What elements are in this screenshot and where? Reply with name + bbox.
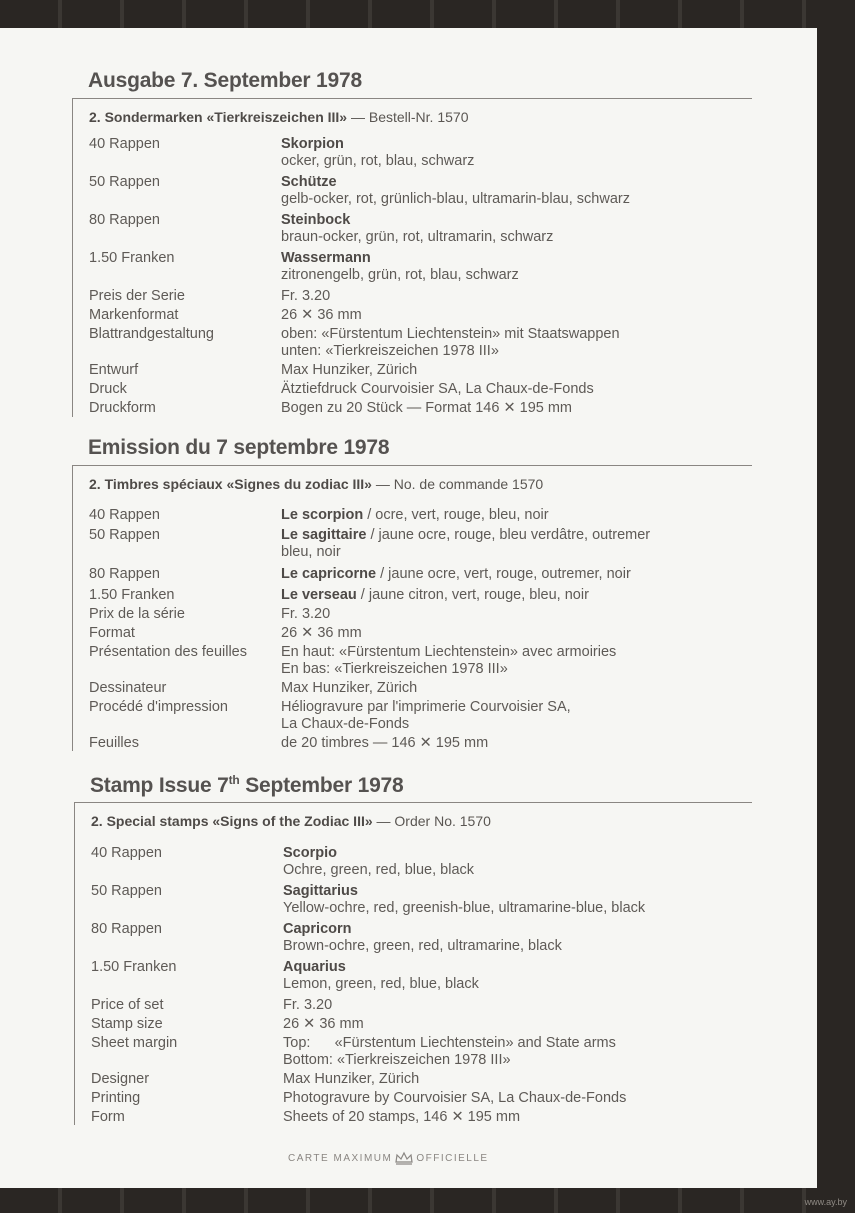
- section-subhead: 2. Special stamps «Signs of the Zodiac III» — Order No. 1570: [91, 813, 491, 829]
- section-block-french: 2. Timbres spéciaux «Signes du zodiac III» — No. de commande 1570 40 Rappen Le scorpion / ocre, vert, rouge, bleu, noir 50 Rappen Le sagittaire / jaune ocre, rouge, bleu verdâtre, outremer bleu, noir 80 Rappen Le capricorne / jaune ocre, vert, rouge, outremer, noir 1.50 Franken Le verseau / jaune citron, vert, rouge, bleu, noir Prix de la série Fr. 3.20 Format 26 ✕ 36 mm Présentation des feuilles En haut: «Fürstentum Liechtenstein» avec armoiries En bas: «Tierkreiszeichen 1978 III» Dessinateur Max Hunziker, Zürich Procédé d'impression Héliogravure par l'imprimerie Courvoisier SA, La Chaux-de-Fonds Feuilles de 20 timbres — 146 ✕ 195 mm: [72, 465, 752, 751]
- crown-icon: [394, 1151, 414, 1165]
- watermark: www.ay.by: [804, 1197, 847, 1207]
- section-block-english: 2. Special stamps «Signs of the Zodiac III» — Order No. 1570 40 Rappen Scorpio Ochre, green, red, blue, black 50 Rappen Sagittarius Yellow-ochre, red, greenish-blue, ultramarine-blue, black 80 Rappen Capricorn Brown-ochre, green, red, ultramarine, black 1.50 Franken Aquarius Lemon, green, red, blue, black Price of set Fr. 3.20 Stamp size 26 ✕ 36 mm Sheet margin Top: «Fürstentum Liechtenstein» and State arms Bottom: «Tierkreiszeichen 1978 III» Designer Max Hunziker, Zürich Printing Photogravure by Courvoisier SA, La Chaux-de-Fonds Form Sheets of 20 stamps, 146 ✕ 195 mm: [74, 802, 752, 1125]
- section-subhead: 2. Sondermarken «Tierkreiszeichen III» — Bestell-Nr. 1570: [89, 109, 469, 125]
- document-card: [0, 28, 817, 1188]
- section-title-english: Stamp Issue 7th September 1978: [90, 773, 404, 797]
- section-title-french: Emission du 7 septembre 1978: [88, 436, 390, 459]
- section-subhead: 2. Timbres spéciaux «Signes du zodiac III» — No. de commande 1570: [89, 476, 544, 492]
- section-block-german: 2. Sondermarken «Tierkreiszeichen III» — Bestell-Nr. 1570 40 Rappen Skorpion ocker, grün, rot, blau, schwarz 50 Rappen Schütze gelb-ocker, rot, grünlich-blau, ultramarin-blau, schwarz 80 Rappen Steinbock braun-ocker, grün, rot, ultramarin, schwarz 1.50 Franken Wassermann zitronengelb, grün, rot, blau, schwarz Preis der Serie Fr. 3.20 Markenformat 26 ✕ 36 mm Blattrandgestaltung oben: «Fürstentum Liechtenstein» mit Staatswappen unten: «Tierkreiszeichen 1978 III» Entwurf Max Hunziker, Zürich Druck Ätztiefdruck Courvoisier SA, La Chaux-de-Fonds Druckform Bogen zu 20 Stück — Format 146 ✕ 195 mm: [72, 98, 752, 417]
- footer-right-text: OFFICIELLE: [416, 1152, 489, 1164]
- footer-left-text: CARTE MAXIMUM: [288, 1152, 393, 1164]
- footer-brand: [288, 1151, 489, 1165]
- section-title-german: Ausgabe 7. September 1978: [88, 69, 362, 92]
